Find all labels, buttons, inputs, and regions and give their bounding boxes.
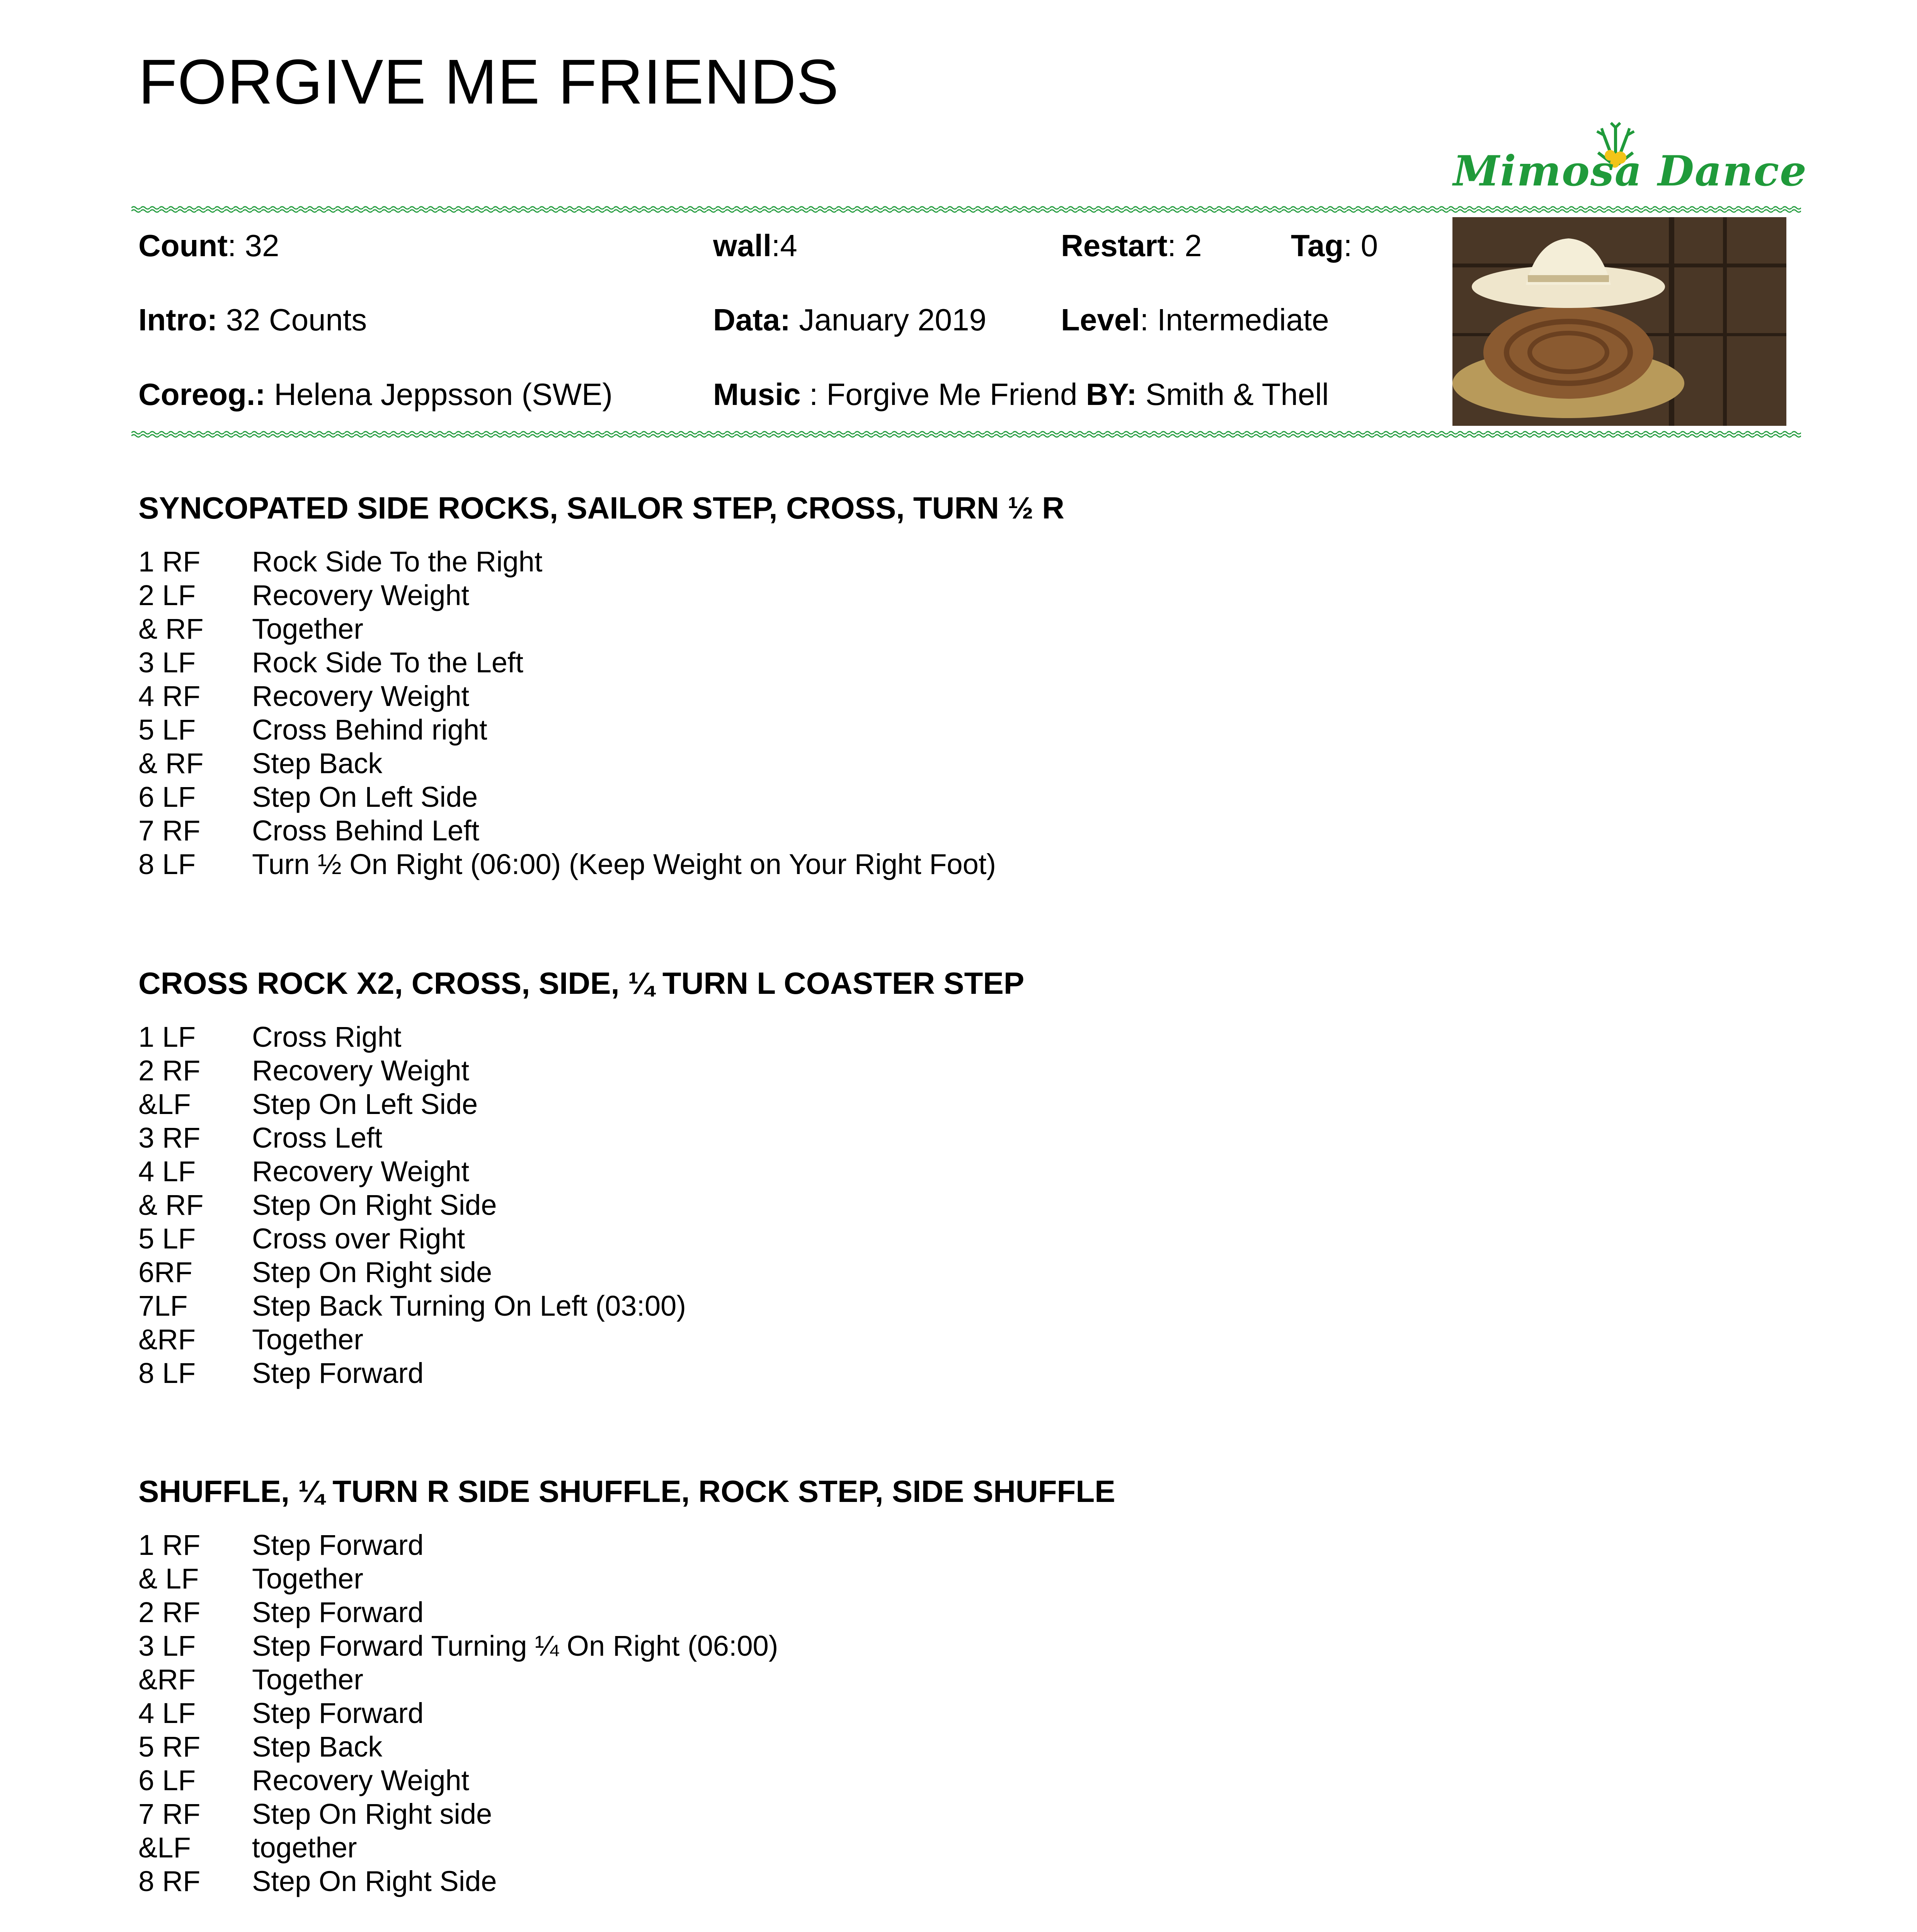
step-row: & RF Together — [138, 613, 363, 645]
step-row: 6RF Step On Right side — [138, 1256, 492, 1288]
section-title: SHUFFLE, ¼ TURN R SIDE SHUFFLE, ROCK STEP, SIDE SHUFFLE — [138, 1474, 1115, 1509]
count-info: Count: 32 — [138, 228, 279, 263]
step-row: 7 RF Cross Behind Left — [138, 815, 480, 847]
step-row: & RF Step On Right Side — [138, 1189, 497, 1221]
restart-info: Restart: 2 — [1061, 228, 1202, 263]
step-row: &LF together — [138, 1832, 357, 1864]
section-title: CROSS ROCK X2, CROSS, SIDE, ¼ TURN L COASTER STEP — [138, 966, 1025, 1000]
intro-info: Intro: 32 Counts — [138, 303, 367, 337]
step-row: 4 LF Recovery Weight — [138, 1155, 470, 1187]
level-info: Level: Intermediate — [1061, 303, 1329, 337]
step-row: &RF Together — [138, 1323, 363, 1355]
section-3 — [138, 1474, 1762, 1898]
section-1 — [138, 491, 1762, 881]
step-row: &LF Step On Left Side — [138, 1088, 478, 1120]
step-row: 8 LF Step Forward — [138, 1357, 424, 1389]
section-2 — [138, 966, 1762, 1390]
step-row: 8 LF Turn ½ On Right (06:00) (Keep Weight on Your Right Foot) — [138, 848, 996, 880]
step-row: 6 LF Step On Left Side — [138, 781, 478, 813]
step-row: 1 LF Cross Right — [138, 1021, 402, 1053]
mimosa-dance-logo — [1453, 120, 1807, 209]
music-info: Music : Forgive Me Friend BY: Smith & Thell — [713, 377, 1329, 412]
step-row: 5 RF Step Back — [138, 1731, 383, 1763]
top-divider — [131, 205, 1801, 214]
logo-text: Mimosa Dance — [1453, 147, 1807, 196]
step-row: 7 RF Step On Right side — [138, 1798, 492, 1830]
step-row: 2 LF Recovery Weight — [138, 579, 470, 611]
step-row: 4 RF Recovery Weight — [138, 680, 470, 712]
date-info: Data: January 2019 — [713, 303, 987, 337]
step-row: 1 RF Rock Side To the Right — [138, 546, 543, 578]
step-row: 3 RF Cross Left — [138, 1122, 383, 1154]
step-row: 2 RF Step Forward — [138, 1596, 424, 1628]
step-row: 3 LF Step Forward Turning ¼ On Right (06:00) — [138, 1630, 778, 1662]
step-row: & LF Together — [138, 1563, 363, 1595]
step-row: 7LF Step Back Turning On Left (03:00) — [138, 1290, 686, 1322]
section-title: SYNCOPATED SIDE ROCKS, SAILOR STEP, CROSS, TURN ½ R — [138, 491, 1064, 525]
step-row: 1 RF Step Forward — [138, 1529, 424, 1561]
step-row: &RF Together — [138, 1663, 363, 1696]
bottom-divider — [131, 430, 1801, 439]
cowboy-hat-photo — [1452, 217, 1786, 426]
step-row: & RF Step Back — [138, 747, 383, 779]
step-row: 5 LF Cross over Right — [138, 1223, 465, 1255]
step-row: 8 RF Step On Right Side — [138, 1865, 497, 1897]
step-row: 4 LF Step Forward — [138, 1697, 424, 1729]
wall-info: wall:4 — [713, 228, 797, 263]
choreographer-info: Coreog.: Helena Jeppsson (SWE) — [138, 377, 613, 412]
tag-info: Tag: 0 — [1291, 228, 1378, 263]
step-row: 3 LF Rock Side To the Left — [138, 646, 524, 679]
step-row: 2 RF Recovery Weight — [138, 1054, 470, 1087]
step-row: 6 LF Recovery Weight — [138, 1764, 470, 1796]
page-title: FORGIVE ME FRIENDS — [138, 46, 839, 117]
step-row: 5 LF Cross Behind right — [138, 714, 487, 746]
